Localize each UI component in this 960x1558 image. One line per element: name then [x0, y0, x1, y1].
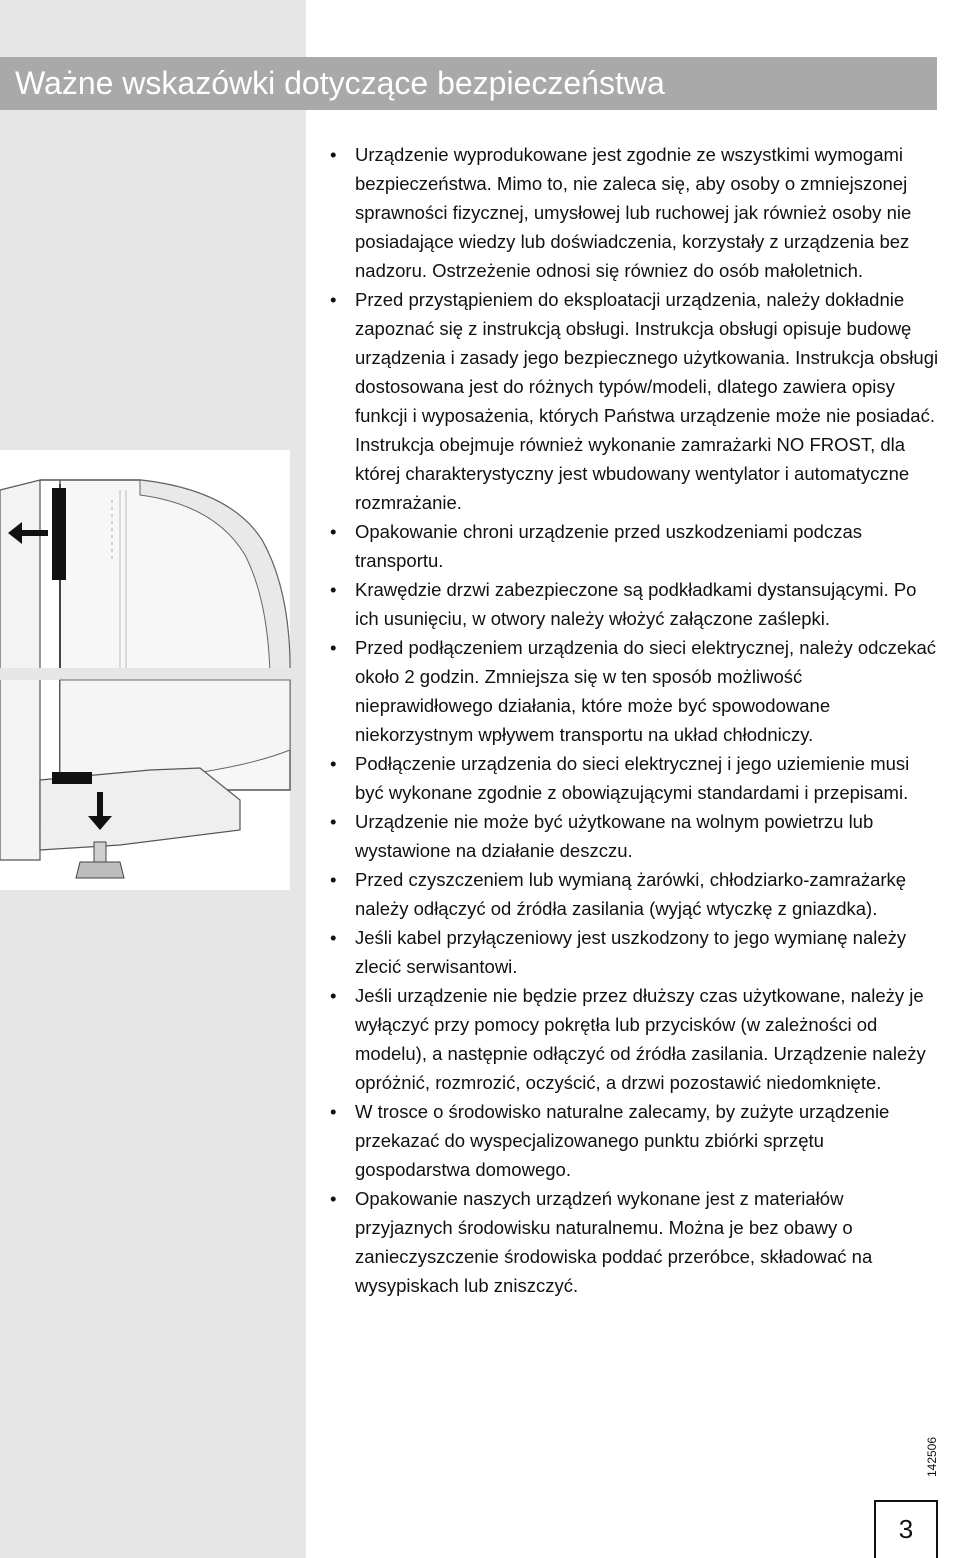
list-item: • Urządzenie wyprodukowane jest zgodnie ze wszystkimi wymogami bezpieczeństwa. Mimo to, nie zaleca się, aby osoby o zmniejszonej sprawności fizycznej, umysłowej lub ruchowej jak również osoby nie posiadające wiedzy lub doświadczenia, korzystały z urządzenia bez nadzoru. Ostrzeżenie odnosi się równiez do osób małoletnich. — [330, 140, 940, 285]
list-item: • Jeśli kabel przyłączeniowy jest uszkodzony to jego wymianę należy zlecić serwisantowi. — [330, 923, 940, 981]
safety-list — [330, 140, 940, 1300]
list-item: • Urządzenie nie może być użytkowane na wolnym powietrzu lub wystawione na działanie deszczu. — [330, 807, 940, 865]
title-bar — [0, 57, 937, 110]
list-item: • Przed przystąpieniem do eksploatacji urządzenia, należy dokładnie zapoznać się z instrukcją obsługi. Instrukcja obsługi opisuje budowę urządzenia i zasady jego bezpiecznego użytkowania. Instrukcja obsługi dostosowana jest do różnych typów/modeli, dlatego zawiera opisy funkcji i wyposażenia, których Państwa urządzenie może nie posiadać. Instrukcja obejmuje również wykonanie zamrażarki NO FROST, dla której charakterystyczny jest wbudowany wentylator i automatyczne rozmrażanie. — [330, 285, 940, 517]
list-item: • Przed czyszczeniem lub wymianą żarówki, chłodziarko-zamrażarkę należy odłączyć od źródła zasilania (wyjąć wtyczkę z gniazdka). — [330, 865, 940, 923]
page-number-box — [874, 1500, 938, 1558]
list-item: • Podłączenie urządzenia do sieci elektrycznej i jego uziemienie musi być wykonane zgodnie z obowiązującymi standardami i przepisami. — [330, 749, 940, 807]
document-code-text: 142506 — [925, 1436, 940, 1478]
list-item: • Opakowanie chroni urządzenie przed uszkodzeniami podczas transportu. — [330, 517, 940, 575]
list-item: • W trosce o środowisko naturalne zalecamy, by zużyte urządzenie przekazać do wyspecjalizowanego punktu zbiórki sprzętu gospodarstwa domowego. — [330, 1097, 940, 1184]
page-number: 3 — [898, 1514, 914, 1544]
list-item: • Przed podłączeniem urządzenia do sieci elektrycznej, należy odczekać około 2 godzin. Zmniejsza się w ten sposób możliwość nieprawidłowego działania, które może być spowodowane niekorzystnym wpływem transportu na układ chłodniczy. — [330, 633, 940, 749]
safety-instructions — [330, 140, 940, 1300]
page-title: Ważne wskazówki dotyczące bezpieczeństwa — [15, 65, 665, 101]
refrigerator-drawing — [0, 450, 306, 900]
list-item: • Opakowanie naszych urządzeń wykonane jest z materiałów przyjaznych środowisku naturalnemu. Można je bez obawy o zanieczyszczenie środowiska poddać przeróbce, składować na wysypiskach lub zniszczyć. — [330, 1184, 940, 1300]
list-item: • Jeśli urządzenie nie będzie przez dłuższy czas użytkowane, należy je wyłączyć przy pomocy pokrętła lub przycisków (w zależności od modelu), a następnie odłączyć od źródła zasilania. Urządzenie należy opróżnić, rozmrozić, oczyścić, a drzwi pozostawić niedomknięte. — [330, 981, 940, 1097]
document-code — [925, 1436, 960, 1480]
refrigerator-door-illustration — [0, 450, 306, 900]
list-item: • Krawędzie drzwi zabezpieczone są podkładkami dystansującymi. Po ich usunięciu, w otwory należy włożyć załączone zaślepki. — [330, 575, 940, 633]
